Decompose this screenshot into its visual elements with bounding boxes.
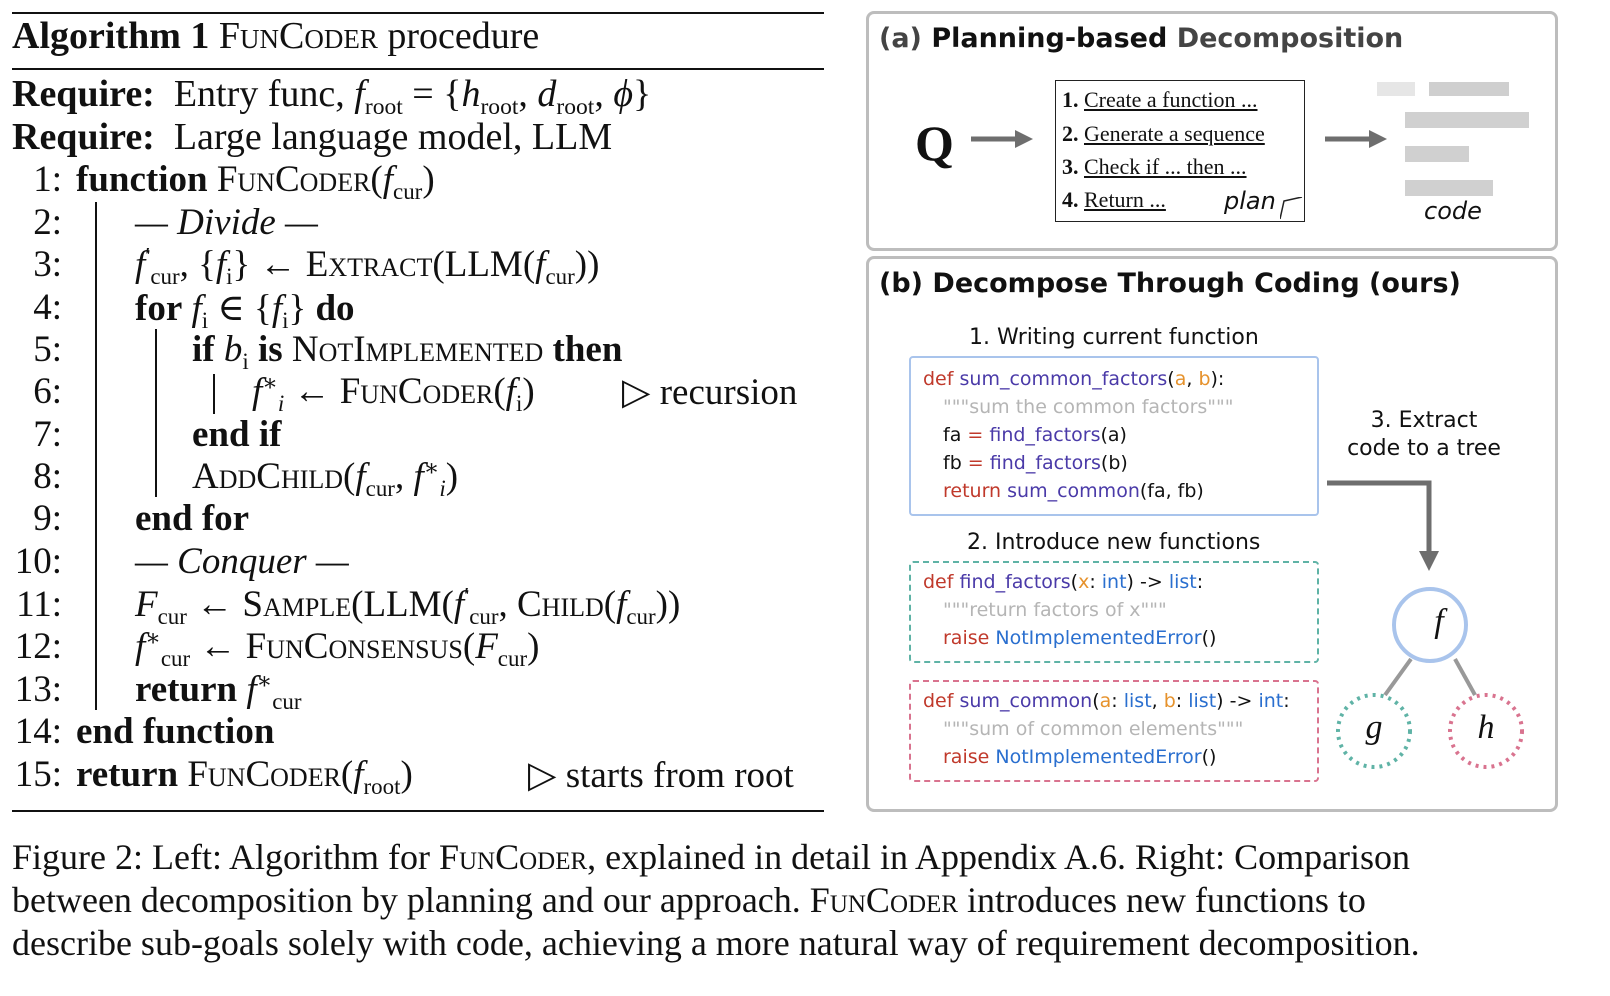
sum-common-stub: def sum_common(a: list, b: list) -> int: """sum of common elements""" raise NotImplementedError() xyxy=(909,680,1319,782)
algo-line-5: 5: if $b_i$ is NotImplemented then xyxy=(33,329,623,375)
algo-line-2: 2: — Divide — xyxy=(33,202,318,243)
tree-node-f-label: f xyxy=(1434,603,1444,640)
plan-item-3: 3. Check if ... then ... xyxy=(1062,154,1247,179)
query-label: Q xyxy=(915,115,954,171)
caption-line-2: between decomposition by planning and our approach. FunCoder introduces new functions to xyxy=(12,880,1366,920)
page-fold-icon xyxy=(1280,197,1304,221)
algo-line-13: 13: return $f^∗_{cur}$ xyxy=(14,668,302,715)
require-line-1: Require: Entry func, $f_{root} = \{h_{root}$, $d_{root}$, ϕ} xyxy=(12,73,652,121)
plan-arrow xyxy=(1323,127,1393,151)
step-2-label: 2. Introduce new functions xyxy=(967,530,1261,555)
find-factors-stub: def find_factors(x: int) -> list: """return factors of x""" raise NotImplementedError() xyxy=(909,561,1319,663)
algo-line-14: 14: end function xyxy=(14,711,275,752)
algo-line-4: 4: for $f_i$ ∈ $\{f_i\}$ do xyxy=(33,287,355,334)
code-bar-1a xyxy=(1377,82,1415,96)
root-comment: ▷ starts from root xyxy=(528,755,794,796)
panel-a-title: (a) Planning-based Decomposition xyxy=(879,23,1404,54)
algorithm-title: Algorithm 1 FunCoder procedure xyxy=(12,15,540,57)
tree-node-g-label: g xyxy=(1365,709,1383,746)
plan-document xyxy=(1055,80,1305,222)
algo-line-11: 11: $F_{cur}$ ← $Sample(LLM(f'_{cur}$, $Child(f_{cur})$) xyxy=(16,583,681,630)
algo-line-8: 8: $AddChild(f_{cur}$, $f^∗_i$) xyxy=(33,455,459,502)
algo-line-12: 12: $f^∗_{cur}$ ← $FunConsensus(F_{cur})$ xyxy=(14,625,540,672)
code-bar-2 xyxy=(1405,112,1529,128)
algo-line-15: 15: return $FunCoder(f_{root})$ ▷ starts from root xyxy=(14,754,794,800)
algo-line-10: 10: — Conquer — xyxy=(14,541,349,582)
figure-caption xyxy=(12,836,1602,965)
require-line-2: Require: Large language model, LLM xyxy=(12,116,613,158)
step-3-label: 3. Extract code to a tree xyxy=(1347,408,1501,461)
step-1-label: 1. Writing current function xyxy=(969,325,1259,350)
algo-line-6: 6: $f^∗_i$ ← $FunCoder(f_i)$ ▷ recursion xyxy=(33,370,798,417)
edge-f-g xyxy=(1385,659,1411,695)
edge-f-h xyxy=(1455,659,1475,695)
code-bar-3 xyxy=(1405,146,1469,162)
caption-line-1: Figure 2: Left: Algorithm for FunCoder, explained in detail in Appendix A.6. Right: Comparison xyxy=(12,837,1411,877)
panel-b-title: (b) Decompose Through Coding (ours) xyxy=(879,268,1461,299)
plan-item-4: 4. Return ... xyxy=(1062,187,1166,212)
query-arrow xyxy=(969,127,1039,151)
algo-line-7: 7: end if xyxy=(33,414,282,455)
tree-node-h-label: h xyxy=(1477,709,1495,746)
algo-line-1: 1: function $FunCoder(f_{cur})$ xyxy=(33,159,435,205)
panel-planning xyxy=(866,11,1558,251)
code-bar-1b xyxy=(1429,82,1509,96)
title-rule xyxy=(12,68,824,70)
caption-line-3: describe sub-goals solely with code, achieving a more natural way of requirement decomposition. xyxy=(12,923,1420,963)
code-label: code xyxy=(1424,197,1482,225)
extract-arrow xyxy=(1327,483,1429,553)
plan-label: plan xyxy=(1224,187,1276,215)
current-function-code: def sum_common_factors(a, b): """sum the common factors""" fa = find_factors(a) fb = find_factors(b) return sum_common(fa, fb) xyxy=(909,356,1319,516)
code-bar-4 xyxy=(1405,180,1493,196)
panel-coding xyxy=(866,256,1558,812)
algo-line-9: 9: end for xyxy=(33,498,250,539)
bottom-rule xyxy=(12,810,824,812)
recursion-comment: ▷ recursion xyxy=(622,372,798,413)
plan-item-1: 1. Create a function ... xyxy=(1062,87,1258,112)
plan-item-2: 2. Generate a sequence xyxy=(1062,121,1265,146)
algo-line-3: 3: $f'_{cur}$, $\{f_i\}$ ← $Extract(LLM(f_{cur}))$ xyxy=(33,243,600,290)
